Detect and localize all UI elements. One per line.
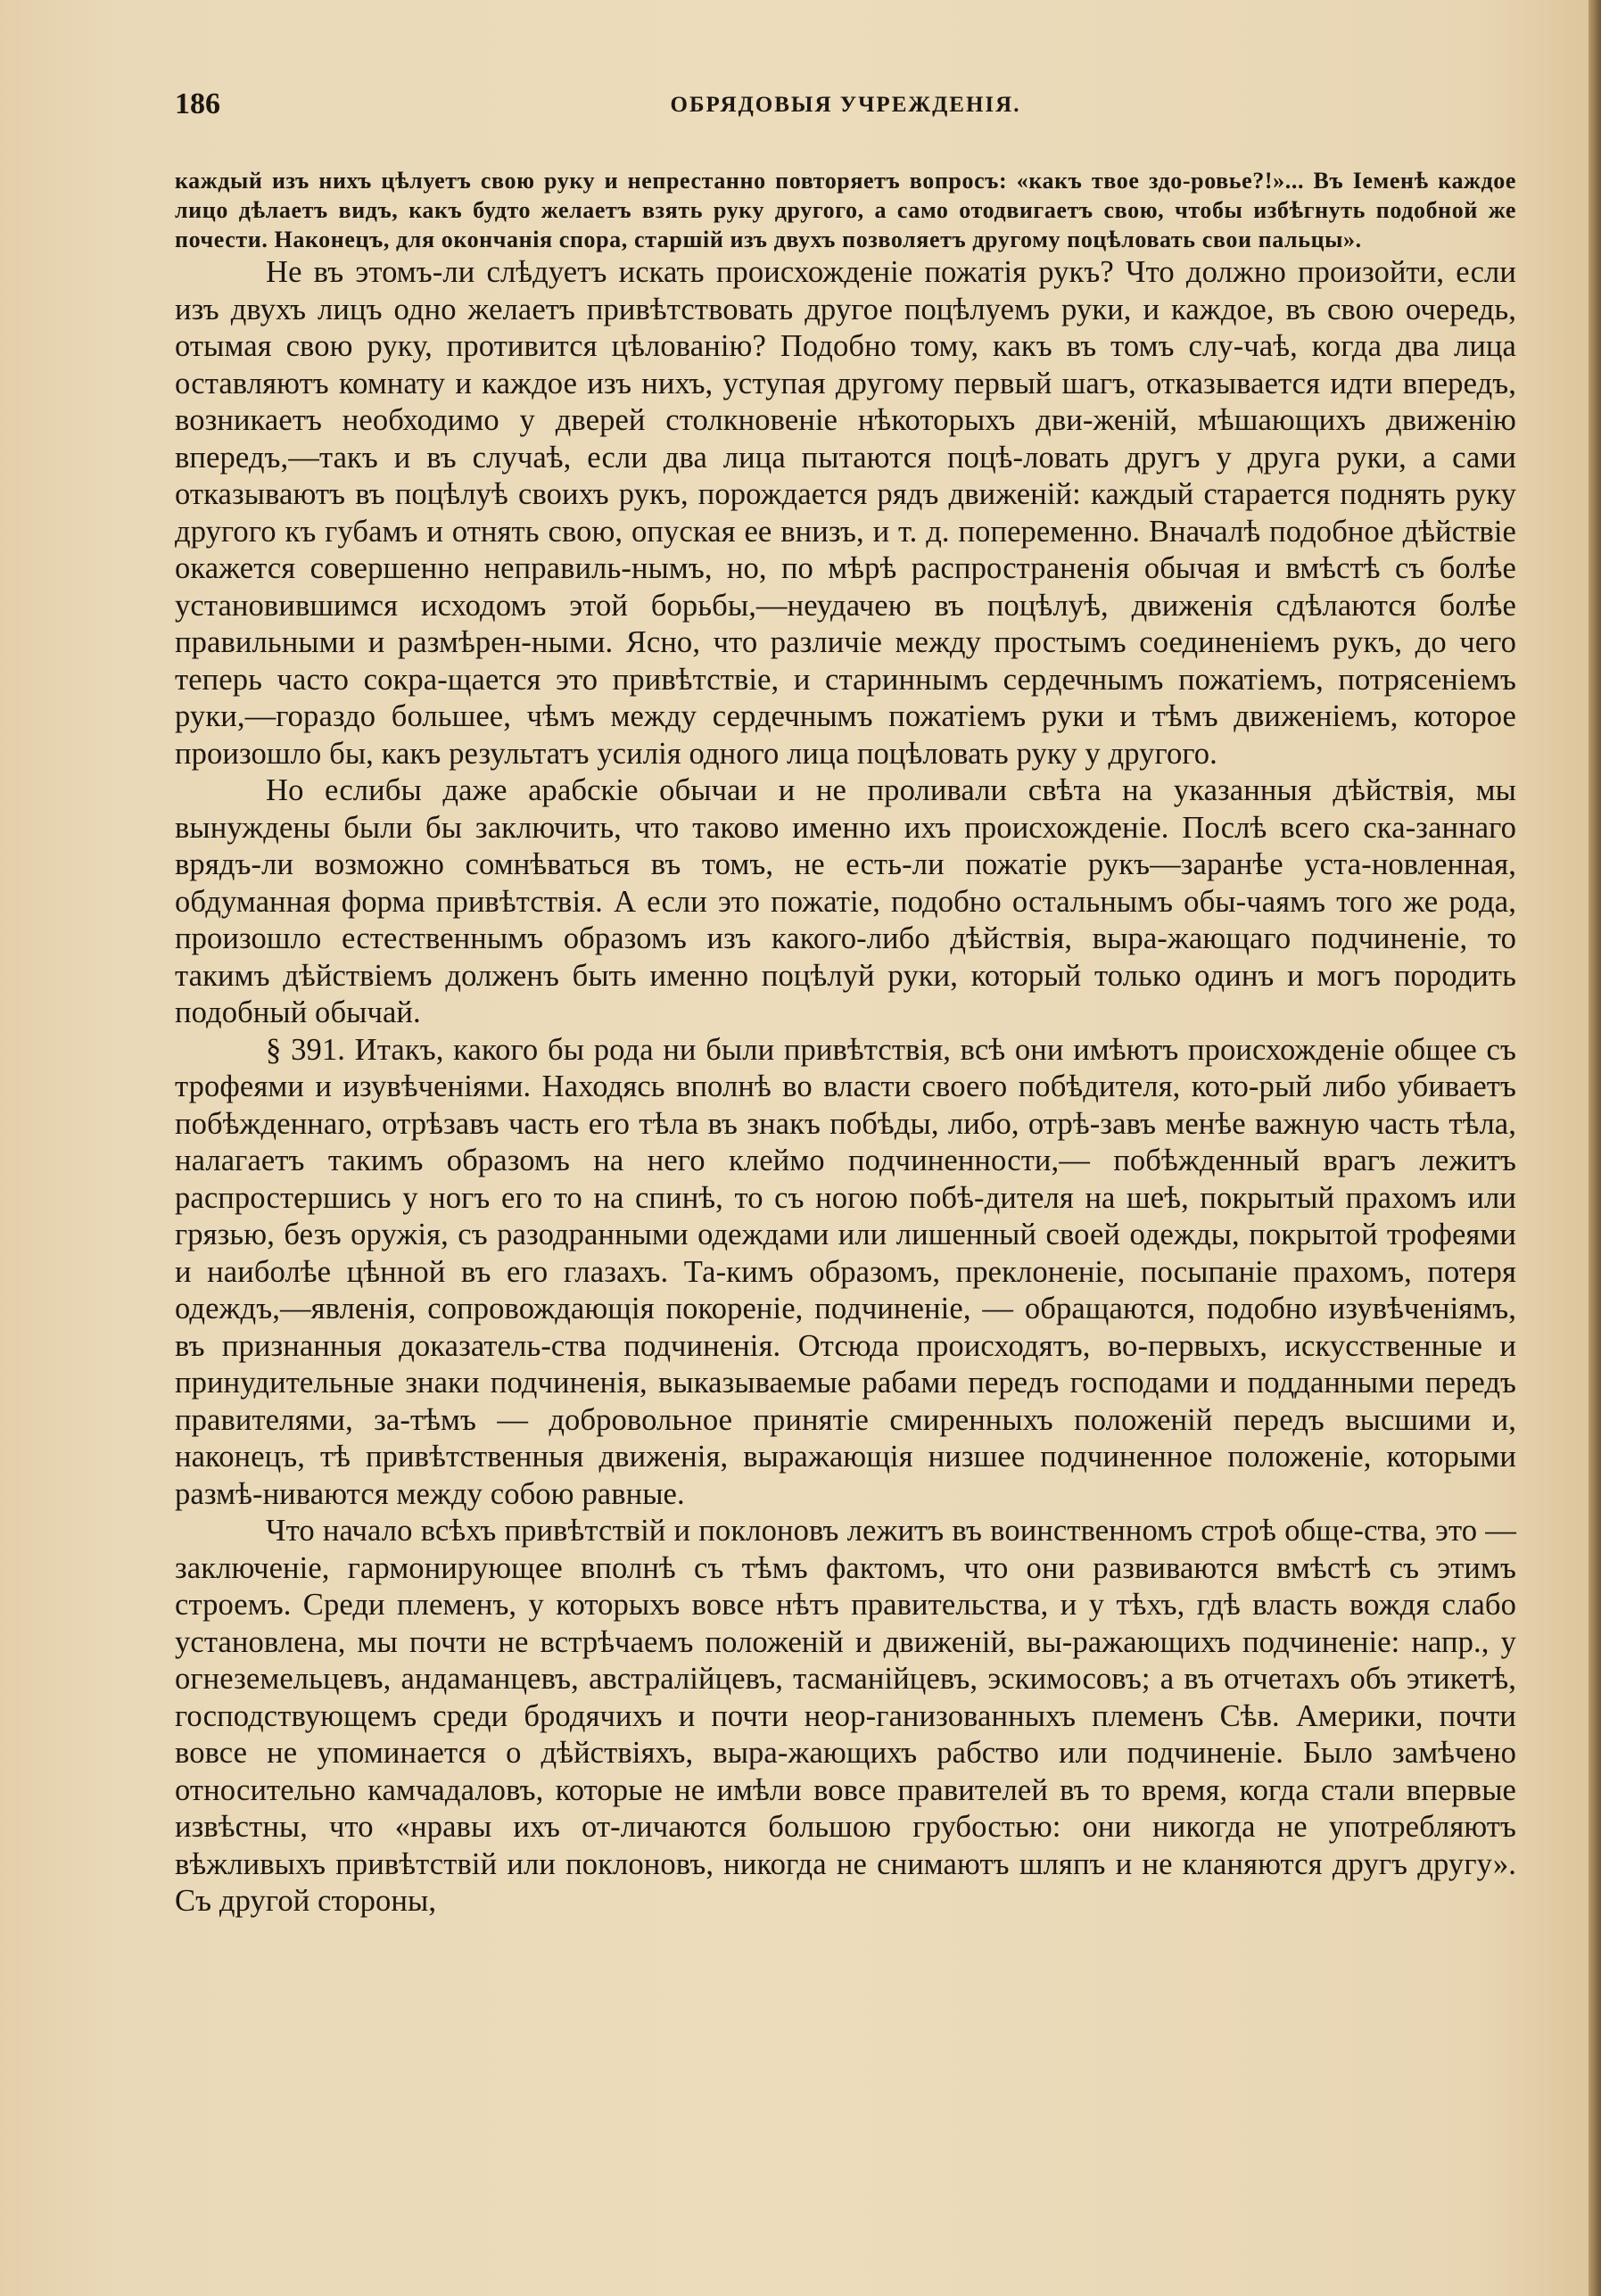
page-header [175, 78, 1516, 132]
running-title: ОБРЯДОВЫЯ УЧРЕЖДЕНІЯ. [670, 93, 1021, 117]
page-edge-shadow [1589, 0, 1601, 2296]
paragraph-2: Но еслибы даже арабскіе обычаи и не проливали свѣта на указанныя дѣйствія, мы вынуждены были бы заключить, что таково именно ихъ происхожденіе. Послѣ всего ска-заннаго врядъ-ли возможно сомнѣваться въ томъ, не есть-ли пожатіе рукъ—заранѣе уста-новленная, обдуманная форма привѣтствія. А если это пожатіе, подобно остальнымъ обы-чаямъ того же рода, произошло естественнымъ образомъ изъ какого-либо дѣйствія, выра-жающаго подчиненіе, то такимъ дѣйствіемъ долженъ быть именно поцѣлуй руки, который только одинъ и могъ породить подобный обычай. [175, 773, 1516, 1029]
text-block [175, 78, 1516, 1920]
paragraph-1: Не въ этомъ-ли слѣдуетъ искать происхожденіе пожатія рукъ? Что должно произойти, если изъ двухъ лицъ одно желаетъ привѣтствовать другое поцѣлуемъ руки, и каждое, въ свою очередь, отымая свою руку, противится цѣлованію? Подобно тому, какъ въ томъ слу-чаѣ, когда два лица оставляютъ комнату и каждое изъ нихъ, уступая другому первый шагъ, отказывается идти впередъ, возникаетъ необходимо у дверей столкновеніе нѣкоторыхъ дви-женій, мѣшающихъ движенію впередъ,—такъ и въ случаѣ, если два лица пытаются поцѣ-ловать другъ у друга руки, а сами отказываютъ въ поцѣлуѣ своихъ рукъ, порождается рядъ движеній: каждый старается поднять руку другого къ губамъ и отнять свою, опуская ее внизъ, и т. д. попеременно. Вначалѣ подобное дѣйствіе окажется совершенно неправиль-нымъ, но, по мѣрѣ распространенія обычая и вмѣстѣ съ болѣе установившимся исходомъ этой борьбы,—неудачею въ поцѣлуѣ, движенія сдѣлаются болѣе правильными и размѣрен-ными. Ясно, что различіе между простымъ соединеніемъ рукъ, до чего теперь часто сокра-щается это привѣтствіе, и стариннымъ сердечнымъ пожатіемъ, потрясеніемъ руки,—гораздо большее, чѣмъ между сердечнымъ пожатіемъ руки и тѣмъ движеніемъ, которое произошло бы, какъ результатъ усилія одного лица поцѣловать руку у другого. [175, 255, 1516, 771]
block-quote: каждый изъ нихъ цѣлуетъ свою руку и непрестанно повторяетъ вопросъ: «какъ твое здо-ровье?!»... Въ Іеменѣ каждое лицо дѣлаетъ видъ, какъ будто желаетъ взять руку другого, а само отодвигаетъ свою, чтобы избѣгнуть подобной же почести. Наконецъ, для окончанія спора, старшій изъ двухъ позволяетъ другому поцѣловать свои пальцы». [175, 168, 1516, 252]
paragraph-3: § 391. Итакъ, какого бы рода ни были привѣтствія, всѣ они имѣютъ происхожденіе общее съ трофеями и изувѣченіями. Находясь вполнѣ во власти своего побѣдителя, кото-рый либо убиваетъ побѣжденнаго, отрѣзавъ часть его тѣла въ знакъ побѣды, либо, отрѣ-завъ менѣе важную часть тѣла, налагаетъ такимъ образомъ на него клеймо подчиненности,— побѣжденный врагъ лежитъ распростершись у ногъ его то на спинѣ, то съ ногою побѣ-дителя на шеѣ, покрытый прахомъ или грязью, безъ оружія, съ разодранными одеждами или лишенный своей одежды, покрытой трофеями и наиболѣе цѣнной въ его глазахъ. Та-кимъ образомъ, преклоненіе, посыпаніе прахомъ, потеря одеждъ,—явленія, сопровождающія покореніе, подчиненіе, — обращаются, подобно изувѣченіямъ, въ признанныя доказатель-ства подчиненія. Отсюда происходятъ, во-первыхъ, искусственные и принудительные знаки подчиненія, выказываемые рабами передъ господами и подданными передъ правителями, за-тѣмъ — добровольное принятіе смиренныхъ положеній передъ высшими и, наконецъ, тѣ привѣтственныя движенія, выражающія низшее подчиненное положеніе, которыми размѣ-ниваются между собою равные. [175, 1032, 1516, 1511]
page-number: 186 [175, 87, 220, 120]
paragraph-4: Что начало всѣхъ привѣтствій и поклоновъ лежитъ въ воинственномъ строѣ обще-ства, это — заключеніе, гармонирующее вполнѣ съ тѣмъ фактомъ, что они развиваются вмѣстѣ съ этимъ строемъ. Среди племенъ, у которыхъ вовсе нѣтъ правительства, и у тѣхъ, гдѣ власть вождя слабо установлена, мы почти не встрѣчаемъ положеній и движеній, вы-ражающихъ подчиненіе: напр., у огнеземельцевъ, андаманцевъ, австралійцевъ, тасманійцевъ, эскимосовъ; а въ отчетахъ объ этикетѣ, господствующемъ среди бродячихъ и почти неор-ганизованныхъ племенъ Сѣв. Америки, почти вовсе не упоминается о дѣйствіяхъ, выра-жающихъ рабство или подчиненіе. Было замѣчено относительно камчадаловъ, которые не имѣли вовсе правителей въ то время, когда стали впервые извѣстны, что «нравы ихъ от-личаются большою грубостью: они никогда не употребляютъ вѣжливыхъ привѣтствій или поклоновъ, никогда не снимаютъ шляпъ и не кланяются другъ другу». Съ другой стороны, [175, 1514, 1516, 1918]
